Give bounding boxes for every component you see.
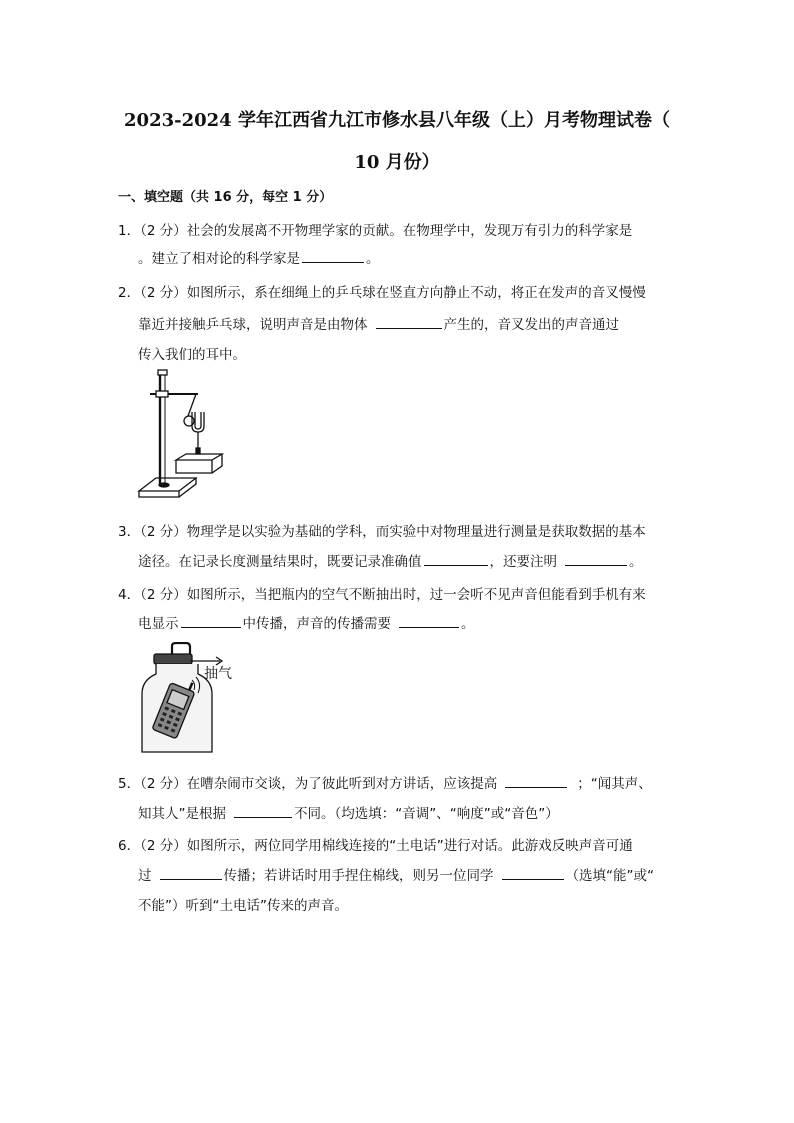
q5-blank-2[interactable] — [234, 803, 292, 818]
q1-text-a: 。建立了相对论的科学家是 — [138, 251, 300, 267]
q6-text-b: 传播；若讲话时用手捏住棉线，则另一位同学 — [223, 868, 494, 884]
q3-blank-1[interactable] — [424, 551, 488, 566]
q1-blank[interactable] — [302, 248, 364, 263]
q5-text-c: 知其人”是根据 — [138, 806, 226, 822]
q3-blank-2[interactable] — [565, 551, 627, 566]
q5-blank-1[interactable] — [505, 773, 567, 788]
q6-text-a: 过 — [138, 868, 152, 884]
exam-title-line2: 10 月份） — [354, 152, 440, 173]
q6-text-c: （选填“能”或“ — [565, 868, 654, 884]
q5-text-a: 5．（2 分）在嘈杂闹市交谈，为了彼此听到对方讲话，应该提高 — [118, 776, 498, 792]
q5-line2 — [138, 802, 559, 822]
q3-line2 — [138, 550, 643, 570]
section-heading: 一、填空题（共 16 分，每空 1 分） — [118, 190, 333, 205]
q4-line1: 4．（2 分）如图所示，当把瓶内的空气不断抽出时，过一会听不见声音但能看到手机有来 — [118, 587, 646, 603]
q4-blank-1[interactable] — [181, 613, 241, 628]
q4-line2 — [138, 612, 475, 632]
q2-blank[interactable] — [376, 314, 442, 329]
q3-text-a: 途径。在记录长度测量结果时，既要记录准确值 — [138, 554, 422, 570]
q6-line1: 6．（2 分）如图所示，两位同学用棉线连接的“土电话”进行对话。此游戏反映声音可通 — [118, 838, 633, 854]
bell-jar-figure — [136, 642, 240, 756]
q4-text-c: 。 — [461, 616, 475, 632]
q2-text-a: 靠近并接触乒乓球，说明声音是由物体 — [138, 317, 368, 333]
q1-line1: 1．（2 分）社会的发展离不开物理学家的贡献。在物理学中，发现万有引力的科学家是 — [118, 223, 633, 239]
q3-line1: 3．（2 分）物理学是以实验为基础的学科，而实验中对物理量进行测量是获取数据的基本 — [118, 524, 646, 540]
q2-line2 — [138, 313, 619, 333]
exam-title-line1: 2023-2024 学年江西省九江市修水县八年级（上）月考物理试卷（ — [124, 110, 670, 131]
q1-text-b: 。 — [366, 251, 380, 267]
q4-text-a: 电显示 — [138, 616, 179, 632]
q3-text-b: ，还要注明 — [489, 554, 557, 570]
q5-line1 — [118, 772, 652, 792]
q4-text-b: 中传播，声音的传播需要 — [242, 616, 391, 632]
q6-blank-2[interactable] — [502, 865, 564, 880]
q2-text-b: 产生的，音叉发出的声音通过 — [443, 317, 619, 333]
q2-line1: 2．（2 分）如图所示，系在细绳上的乒乓球在竖直方向静止不动，将正在发声的音叉慢慢 — [118, 285, 646, 301]
q2-line3: 传入我们的耳中。 — [138, 347, 246, 363]
tuning-fork-figure — [136, 368, 228, 502]
q3-text-c: 。 — [629, 554, 643, 570]
q6-blank-1[interactable] — [160, 865, 222, 880]
q1-line2 — [138, 247, 380, 267]
bell-jar-label: 抽气 — [204, 666, 232, 682]
q5-text-b: ；“闻其声、 — [577, 776, 652, 792]
q6-line3: 不能”）听到“土电话”传来的声音。 — [138, 898, 348, 914]
q5-text-d: 不同。（均选填：“音调”、“响度”或“音色”） — [294, 806, 559, 822]
q4-blank-2[interactable] — [399, 613, 459, 628]
q6-line2 — [138, 864, 654, 884]
